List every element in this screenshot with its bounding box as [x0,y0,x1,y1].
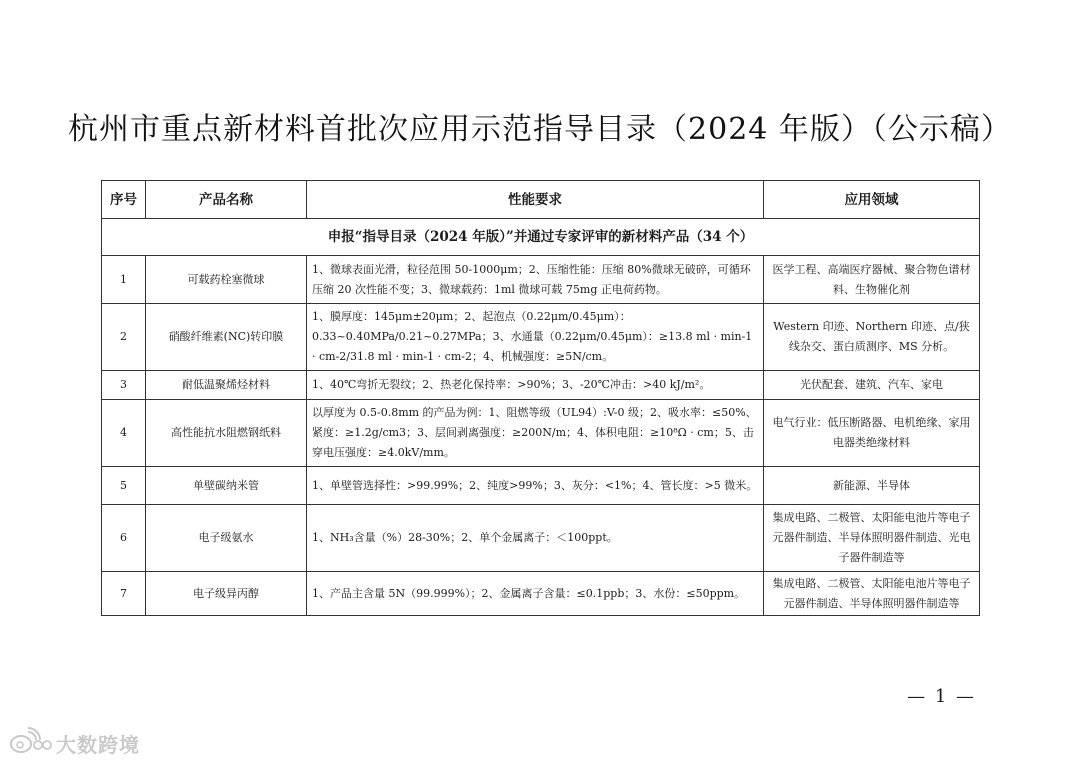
table-row [102,467,980,505]
row-no: 6 [102,505,146,572]
row-product-name: 可载药栓塞微球 [146,256,307,304]
row-requirement: 1、40℃弯折无裂纹；2、热老化保持率：>90%；3、-20℃冲击：>40 kJ/m²。 [307,371,764,400]
header-requirement: 性能要求 [307,181,764,219]
header-product-name: 产品名称 [146,181,307,219]
row-application: 电气行业：低压断路器、电机绝缘、家用电器类绝缘材料 [764,400,980,467]
row-no: 5 [102,467,146,505]
row-product-name: 硝酸纤维素(NC)转印膜 [146,304,307,371]
row-requirement: 1、产品主含量 5N（99.999%）；2、金属离子含量：≤0.1ppb；3、水份：≤50ppm。 [307,572,764,616]
row-application: 新能源、半导体 [764,467,980,505]
row-requirement: 1、膜厚度：145μm±20μm；2、起泡点（0.22μm/0.45μm）：0.33~0.40MPa/0.21~0.27MPa；3、水通量（0.22μm/0.45μm）：≥13.8 ml · min-1 · cm-2/31.8 ml · min-1 · cm-2；4、机械强度：≥5N/cm。 [307,304,764,371]
row-application: Western 印迹、Northern 印迹、点/狭线杂交、蛋白质测序、MS 分析。 [764,304,980,371]
row-product-name: 电子级异丙醇 [146,572,307,616]
row-application: 集成电路、二极管、太阳能电池片等电子元器件制造、半导体照明器件制造等 [764,572,980,616]
watermark-text: 大数跨境 [56,732,140,757]
table-row [102,371,980,400]
row-requirement: 以厚度为 0.5-0.8mm 的产品为例：1、阻燃等级（UL94）:V-0 级；2、吸水率：≤50%、紧度：≥1.2g/cm3；3、层间剥离强度：≥200N/m；4、体积电阻：≥10⁸Ω · cm；5、击穿电压强度：≥4.0kV/mm。 [307,400,764,467]
header-no: 序号 [102,181,146,219]
table-header-row [102,181,980,219]
table-row [102,505,980,572]
row-product-name: 电子级氨水 [146,505,307,572]
row-product-name: 高性能抗水阻燃钢纸料 [146,400,307,467]
section-row [102,219,980,256]
catalog-table [101,180,980,616]
row-application: 医学工程、高端医疗器械、聚合物色谱材料、生物催化剂 [764,256,980,304]
row-requirement: 1、微球表面光滑，粒径范围 50-1000μm；2、压缩性能：压缩 80%微球无破碎，可循环压缩 20 次性能不变；3、微球载药：1ml 微球可载 75mg 正电荷药物。 [307,256,764,304]
row-application: 集成电路、二极管、太阳能电池片等电子元器件制造、半导体照明器件制造、光电子器件制造等 [764,505,980,572]
table-row [102,256,980,304]
section-title: 申报“指导目录（2024 年版）”并通过专家评审的新材料产品（34 个） [102,219,980,256]
table-row [102,400,980,467]
watermark [8,726,140,760]
document-title: 杭州市重点新材料首批次应用示范指导目录（2024 年版）（公示稿） [68,112,1012,147]
row-product-name: 耐低温聚烯烃材料 [146,371,307,400]
header-application: 应用领域 [764,181,980,219]
row-no: 7 [102,572,146,616]
weibo-logo-icon [8,726,52,760]
table-row [102,304,980,371]
row-application: 光伏配套、建筑、汽车、家电 [764,371,980,400]
row-no: 2 [102,304,146,371]
row-no: 4 [102,400,146,467]
page-number: — 1 — [907,686,976,707]
row-product-name: 单壁碳纳米管 [146,467,307,505]
row-no: 3 [102,371,146,400]
table-row [102,572,980,616]
row-requirement: 1、NH₃含量（%）28-30%；2、单个金属离子：＜100ppt。 [307,505,764,572]
row-requirement: 1、单壁管选择性：>99.99%；2、纯度>99%；3、灰分：<1%；4、管长度：>5 微米。 [307,467,764,505]
row-no: 1 [102,256,146,304]
